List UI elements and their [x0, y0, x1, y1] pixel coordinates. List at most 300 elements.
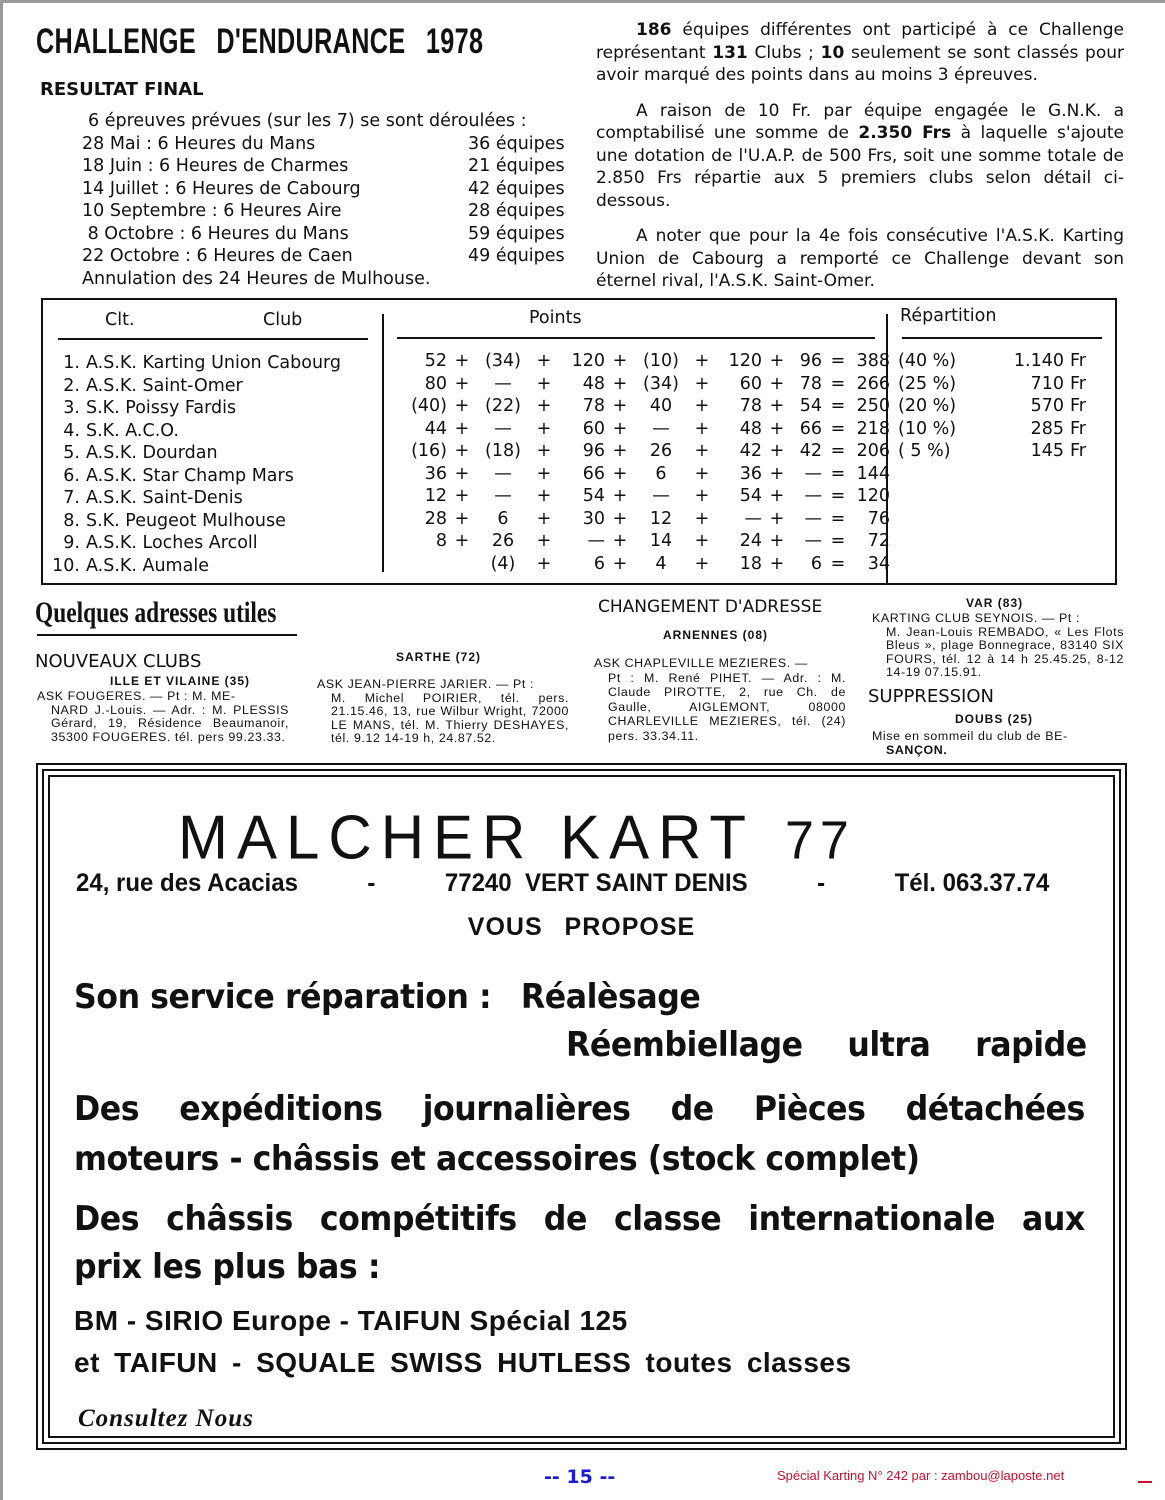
- ad-frame-inner: [48, 775, 1115, 1438]
- points-row: [398, 508, 890, 531]
- race-score: 54: [799, 396, 822, 416]
- race-score: —: [652, 418, 670, 439]
- total-points: 120: [856, 486, 890, 506]
- race-score: 12: [424, 486, 447, 506]
- ad-chassis-line-2: prix les plus bas :: [74, 1247, 381, 1287]
- total-points: 266: [856, 373, 890, 394]
- event-label: 22 Octobre : 6 Heures de Caen: [82, 246, 353, 266]
- ad-word: Des: [74, 1199, 140, 1239]
- event-label: 18 Juin : 6 Heures de Charmes: [82, 156, 349, 176]
- race-score: (34): [485, 351, 521, 371]
- plus-sign: [447, 553, 477, 576]
- distribution-row: [898, 350, 1086, 373]
- points-row: [398, 463, 890, 486]
- ad-word: ultra: [847, 1025, 931, 1065]
- points-grid: [398, 350, 890, 575]
- points-row: [398, 373, 890, 396]
- rank: 8.: [63, 510, 80, 531]
- address-body: Pt : M. René PIHET. — Adr. : M. Claude PIROTTE, 2, rue Ch. de Gaulle, AIGLEMONT, 08000 CHARLEVILLE MEZIERES, tél. (24) pers. 33.34.11.: [608, 670, 846, 743]
- summary-paragraph-1: [596, 19, 1124, 87]
- plus-sign: +: [694, 418, 710, 439]
- share-percent: (40 %): [898, 351, 957, 371]
- ad-word: Pièces: [753, 1089, 866, 1129]
- club-row: [44, 420, 341, 443]
- text-span: à laquelle s'ajoute une dotation de l'U.A.P. de 500 Frs, soit une somme totale de 2.850 Frs répartie aux 5 premiers clubs selon détail ci-dessous.: [596, 123, 1125, 211]
- plus-sign: +: [694, 373, 710, 394]
- event-label: 10 Septembre : 6 Heures Aire: [82, 201, 342, 221]
- plus-sign: +: [536, 486, 552, 506]
- race-score: 6: [810, 553, 822, 574]
- race-score: [398, 553, 447, 576]
- rank: 1.: [63, 353, 80, 373]
- total-points: 144: [856, 463, 890, 484]
- address-charleville: [594, 656, 846, 743]
- race-score: 30: [582, 508, 605, 529]
- share-percent: ( 5 %): [898, 441, 951, 461]
- race-score: 48: [582, 373, 605, 394]
- text-span: équipes différentes ont participé à ce Challenge représentant: [596, 20, 1124, 63]
- plus-sign: +: [536, 508, 552, 529]
- ad-chassis-line: [74, 1199, 1085, 1239]
- equals-sign: =: [830, 418, 846, 439]
- dept-var: VAR (83): [966, 596, 1024, 610]
- ad-shipping-line: [74, 1089, 1085, 1129]
- events-intro: 6 épreuves prévues (sur les 7) se sont déroulées :: [88, 111, 527, 131]
- race-score: —: [587, 531, 605, 551]
- plus-sign: +: [612, 531, 628, 551]
- plus-sign: +: [694, 553, 710, 574]
- ad-word: aux: [1022, 1199, 1085, 1239]
- currency-unit: Fr: [1070, 373, 1086, 394]
- equals-sign: =: [830, 373, 846, 394]
- race-score: 44: [424, 418, 447, 439]
- race-score: —: [494, 373, 512, 394]
- plus-sign: +: [454, 396, 470, 416]
- race-score: 18: [739, 553, 762, 574]
- teams-count: 186: [636, 20, 672, 40]
- equals-sign: =: [830, 531, 846, 551]
- summary-paragraph-3: A noter que pour la 4e fois consécutive l'A.S.K. Karting Union de Cabourg a remporté ce Challenge devant son éternel rival, l'A.S.K. Saint-Omer.: [596, 226, 1124, 291]
- plus-sign: +: [454, 508, 470, 529]
- clubs-count: 131: [712, 42, 748, 63]
- race-score: 78: [582, 396, 605, 416]
- title-underline: [37, 634, 297, 636]
- club-row: [44, 375, 341, 398]
- share-amount: 570: [1030, 396, 1064, 416]
- rank: 4.: [63, 420, 80, 441]
- total-points: 218: [856, 418, 890, 439]
- plus-sign: +: [694, 531, 710, 551]
- ad-word: Des: [74, 1089, 140, 1129]
- amount-highlight: 2.350 Frs: [858, 123, 952, 143]
- race-score: —: [494, 418, 512, 439]
- total-points: 34: [867, 553, 890, 574]
- plus-sign: +: [694, 508, 710, 529]
- distribution-row: [898, 418, 1086, 441]
- rank: 9.: [63, 533, 80, 553]
- summary-text: [596, 19, 1124, 306]
- text-span: seulement se sont classés pour avoir marqué des points dans au moins 3 épreuves.: [596, 42, 1124, 85]
- share-percent: (25 %): [898, 373, 957, 394]
- event-teams: 36 équipes: [468, 133, 565, 154]
- ad-word: rapide: [975, 1025, 1087, 1065]
- brand-name: MALCHER KART: [178, 802, 755, 873]
- race-score: 6: [497, 508, 509, 529]
- race-score: —: [804, 486, 822, 506]
- plus-sign: +: [769, 463, 785, 484]
- equals-sign: =: [830, 508, 846, 529]
- plus-sign: +: [694, 486, 710, 506]
- club-name: A.S.K. Saint-Denis: [86, 488, 243, 508]
- race-score: 120: [728, 351, 762, 371]
- event-row: [82, 178, 570, 201]
- club-row: [44, 555, 341, 578]
- address-body: SANÇON.: [886, 742, 948, 757]
- race-score: —: [494, 463, 512, 484]
- equals-sign: =: [830, 463, 846, 484]
- race-score: —: [744, 508, 762, 529]
- plus-sign: +: [612, 418, 628, 439]
- plus-sign: +: [769, 486, 785, 506]
- event-teams: 49 équipes: [468, 246, 565, 266]
- race-score: 48: [739, 418, 762, 439]
- club-row: [44, 352, 341, 375]
- event-row: [82, 223, 570, 246]
- plus-sign: +: [694, 351, 710, 371]
- club-list: [44, 352, 341, 577]
- currency-unit: Fr: [1070, 418, 1086, 439]
- race-score: (4): [490, 553, 516, 574]
- race-score: 78: [799, 373, 822, 394]
- club-row: [44, 510, 341, 533]
- plus-sign: +: [536, 553, 552, 574]
- rank: 10.: [52, 555, 80, 576]
- address-first-line: ASK FOUGERES. — Pt : M. ME-: [37, 689, 236, 703]
- points-row: [398, 530, 890, 553]
- ad-shipping-line-2: moteurs - châssis et accessoires (stock complet): [74, 1139, 920, 1179]
- address-body: M. Michel POIRIER, tél. pers. 21.15.46, 13, rue Wilbur Wright, 72000 LE MANS, tél. M. Thierry DESHAYES, tél. 9.12 14-19 h, 24.87.52.: [331, 690, 569, 746]
- address-fougeres: [37, 690, 289, 744]
- equals-sign: =: [830, 486, 846, 506]
- race-score: (40): [411, 396, 447, 416]
- page-number: -- 15 --: [544, 1466, 616, 1488]
- share-percent: (20 %): [898, 396, 957, 416]
- race-score: 42: [799, 441, 822, 461]
- race-score: 26: [491, 531, 515, 551]
- points-row: [398, 418, 890, 441]
- address-six-fours: [872, 612, 1124, 680]
- ad-signoff: Consultez Nous: [78, 1405, 254, 1432]
- club-name: S.K. A.C.O.: [86, 420, 179, 441]
- plus-sign: +: [612, 463, 628, 484]
- ad-brands-line-2: et TAIFUN - SQUALE SWISS HUTLESS toutes classes: [74, 1347, 852, 1378]
- header-rule: [902, 337, 1102, 339]
- event-teams: 21 équipes: [468, 156, 565, 176]
- distribution-row: [898, 440, 1086, 463]
- plus-sign: +: [769, 418, 785, 439]
- ad-propose: VOUS PROPOSE: [467, 913, 696, 941]
- share-amount: 710: [1030, 373, 1064, 394]
- dept-ardennes: ARNENNES (08): [663, 628, 769, 642]
- plus-sign: +: [769, 373, 785, 394]
- race-score: 54: [739, 486, 762, 506]
- ad-brand: [178, 802, 855, 873]
- race-score: 14: [649, 531, 673, 551]
- currency-unit: Fr: [1070, 351, 1086, 371]
- street: 24, rue des Acacias: [76, 869, 298, 897]
- race-score: 54: [582, 486, 605, 506]
- club-row: [44, 532, 341, 555]
- ad-address: [76, 869, 1049, 898]
- header-distribution: Répartition: [900, 306, 997, 326]
- total-points: 388: [856, 351, 890, 371]
- header-rank: Clt.: [105, 310, 135, 330]
- ad-word: expéditions: [179, 1089, 383, 1129]
- plus-sign: +: [769, 351, 785, 371]
- currency-unit: Fr: [1070, 396, 1086, 416]
- race-score: 66: [582, 463, 605, 484]
- race-score: 42: [739, 441, 762, 461]
- ad-brands-line: BM - SIRIO Europe - TAIFUN Spécial 125: [74, 1305, 628, 1336]
- race-score: 52: [424, 351, 447, 371]
- event-label: 28 Mai : 6 Heures du Mans: [82, 133, 316, 154]
- race-score: 36: [739, 463, 762, 484]
- rank: 3.: [63, 398, 80, 418]
- ad-word: Réembiellage: [566, 1025, 803, 1065]
- event-teams: 42 équipes: [468, 178, 565, 199]
- article-title: CHALLENGE D'ENDURANCE 1978: [36, 22, 484, 61]
- event-label: 8 Octobre : 6 Heures du Mans: [82, 223, 349, 244]
- distribution-list: [898, 350, 1086, 463]
- equals-sign: =: [830, 441, 846, 461]
- plus-sign: +: [769, 508, 785, 529]
- race-score: 60: [582, 418, 605, 439]
- header-rule: [58, 338, 368, 340]
- ad-word: classe: [614, 1199, 722, 1239]
- address-first-line: ASK CHAPLEVILLE MEZIERES. —: [594, 656, 808, 670]
- event-row: [82, 133, 570, 156]
- club-row: [44, 442, 341, 465]
- ad-word: châssis: [166, 1199, 293, 1239]
- ranked-count: 10: [820, 42, 845, 63]
- race-score: 4: [655, 553, 667, 574]
- total-points: 250: [856, 396, 890, 416]
- race-score: 12: [649, 508, 673, 529]
- club-name: S.K. Peugeot Mulhouse: [86, 510, 286, 531]
- plus-sign: +: [612, 441, 628, 461]
- race-score: —: [652, 486, 670, 506]
- share-amount: 145: [1030, 441, 1064, 461]
- race-score: 96: [582, 441, 605, 461]
- text-span: Clubs ;: [747, 42, 821, 63]
- plus-sign: +: [454, 351, 470, 371]
- plus-sign: +: [694, 441, 710, 461]
- race-score: (18): [485, 441, 521, 461]
- plus-sign: +: [536, 463, 552, 484]
- plus-sign: +: [454, 373, 470, 394]
- total-points: 76: [867, 508, 890, 529]
- address-first-line: ASK JEAN-PIERRE JARIER. — Pt :: [317, 677, 534, 691]
- ad-service-line-2: [566, 1025, 1087, 1065]
- advertisement-box: [36, 763, 1127, 1450]
- club-name: A.S.K. Karting Union Cabourg: [86, 353, 342, 373]
- club-row: [44, 397, 341, 420]
- equals-sign: =: [830, 553, 846, 574]
- plus-sign: +: [454, 531, 470, 551]
- rank: 7.: [63, 488, 80, 508]
- plus-sign: +: [769, 553, 785, 574]
- plus-sign: +: [612, 373, 628, 394]
- rank: 5.: [63, 443, 80, 463]
- event-label: 14 Juillet : 6 Heures de Cabourg: [82, 178, 361, 199]
- address-first-line: Mise en sommeil du club de BE-: [872, 729, 1068, 743]
- ad-word: de: [543, 1199, 587, 1239]
- plus-sign: +: [612, 553, 628, 574]
- new-clubs-heading: NOUVEAUX CLUBS: [35, 651, 202, 672]
- total-points: 206: [856, 441, 890, 461]
- event-teams: 59 équipes: [468, 223, 565, 244]
- race-score: 26: [649, 441, 673, 461]
- separator: -: [367, 869, 376, 897]
- total-points: 72: [867, 531, 890, 551]
- plus-sign: +: [769, 531, 785, 551]
- club-name: A.S.K. Aumale: [86, 555, 209, 576]
- plus-sign: +: [454, 441, 470, 461]
- rank: 2.: [63, 375, 80, 396]
- plus-sign: +: [454, 463, 470, 484]
- club-name: A.S.K. Loches Arcoll: [86, 533, 258, 553]
- club-name: A.S.K. Star Champ Mars: [86, 465, 294, 486]
- ad-word: de: [670, 1089, 714, 1129]
- events-list: [82, 110, 570, 290]
- plus-sign: +: [536, 396, 552, 416]
- race-score: 78: [739, 396, 762, 416]
- separator: -: [817, 869, 826, 897]
- club-name: A.S.K. Dourdan: [86, 443, 218, 463]
- service-label: Son service réparation :: [74, 977, 492, 1017]
- distribution-row: [898, 395, 1086, 418]
- ad-word: internationale: [748, 1199, 995, 1239]
- points-row: [398, 350, 890, 373]
- club-name: A.S.K. Saint-Omer: [86, 375, 243, 396]
- race-score: 28: [424, 508, 447, 529]
- address-body: M. Jean-Louis REMBADO, « Les Flots Bleus », plage Bonnegrace, 83140 SIX FOURS, tél. 12 à 14 h 25.45.25, 8-12 14-19 07.15.91.: [886, 624, 1124, 680]
- club-name: S.K. Poissy Fardis: [86, 398, 237, 418]
- equals-sign: =: [830, 396, 846, 416]
- points-row: [398, 485, 890, 508]
- plus-sign: +: [454, 486, 470, 506]
- article-subtitle: RESULTAT FINAL: [40, 79, 204, 100]
- ad-frame-mid: [42, 769, 1121, 1444]
- header-points: Points: [529, 308, 582, 328]
- ad-word: compétitifs: [319, 1199, 517, 1239]
- plus-sign: +: [536, 351, 552, 371]
- address-le-mans: [317, 678, 569, 746]
- text-span: A raison de 10 Fr. par équipe engagée le G.N.K. a comptabilisé une somme de: [596, 100, 1124, 143]
- distribution-row: [898, 373, 1086, 396]
- race-score: 36: [424, 463, 447, 484]
- plus-sign: +: [694, 396, 710, 416]
- race-score: 66: [799, 418, 822, 439]
- plus-sign: +: [454, 418, 470, 439]
- race-score: 6: [593, 553, 605, 574]
- plus-sign: +: [769, 441, 785, 461]
- suppression-heading: SUPPRESSION: [868, 686, 994, 707]
- plus-sign: +: [694, 463, 710, 484]
- addresses-title: Quelques adresses utiles: [35, 596, 277, 629]
- ad-service-line: [74, 977, 700, 1017]
- race-score: 24: [739, 531, 762, 551]
- race-score: 40: [649, 396, 673, 416]
- race-score: (22): [485, 396, 521, 416]
- header-club: Club: [263, 310, 303, 330]
- address-besancon: [872, 730, 1124, 757]
- event-row: [82, 200, 570, 223]
- plus-sign: +: [536, 441, 552, 461]
- points-row: [398, 440, 890, 463]
- share-percent: (10 %): [898, 418, 957, 439]
- share-amount: 285: [1030, 418, 1064, 439]
- share-amount: 1.140: [1013, 351, 1064, 371]
- events-note: Annulation des 24 Heures de Mulhouse.: [82, 268, 431, 289]
- ad-word: détachées: [905, 1089, 1085, 1129]
- address-body: NARD J.-Louis. — Adr. : M. PLESSIS Gérard, 19, Résidence Beaumanoir, 35300 FOUGERES. tél. pers 99.23.33.: [51, 702, 289, 744]
- event-teams: 28 équipes: [468, 201, 565, 221]
- equals-sign: =: [830, 351, 846, 371]
- credit-dash: [1138, 1481, 1152, 1483]
- dept-ille-et-vilaine: ILLE ET VILAINE (35): [110, 674, 251, 688]
- summary-paragraph-2: [596, 100, 1124, 213]
- event-row: [82, 155, 570, 178]
- phone: Tél. 063.37.74: [894, 869, 1050, 897]
- race-score: —: [804, 508, 822, 529]
- ad-word: journalières: [422, 1089, 631, 1129]
- club-row: [44, 487, 341, 510]
- race-score: —: [804, 463, 822, 484]
- race-score: 96: [799, 351, 822, 371]
- dept-doubs: DOUBS (25): [955, 712, 1034, 726]
- address-first-line: KARTING CLUB SEYNOIS. — Pt :: [872, 611, 1080, 625]
- race-score: 6: [655, 463, 667, 484]
- header-rule: [397, 337, 875, 339]
- plus-sign: +: [769, 396, 785, 416]
- change-address-heading: CHANGEMENT D'ADRESSE: [598, 597, 823, 617]
- plus-sign: +: [612, 396, 628, 416]
- results-table: [41, 298, 1117, 585]
- race-score: (10): [643, 351, 679, 371]
- race-score: 8: [435, 531, 447, 551]
- race-score: 80: [424, 373, 447, 394]
- points-row: [398, 553, 890, 576]
- club-row: [44, 465, 341, 488]
- rank: 6.: [63, 465, 80, 486]
- race-score: (34): [643, 373, 679, 394]
- column-divider: [382, 314, 384, 572]
- plus-sign: +: [612, 351, 628, 371]
- race-score: —: [494, 486, 512, 506]
- plus-sign: +: [612, 486, 628, 506]
- brand-number: 77: [784, 811, 855, 871]
- service-reboring: Réalèsage: [520, 977, 701, 1017]
- plus-sign: +: [612, 508, 628, 529]
- plus-sign: +: [536, 418, 552, 439]
- race-score: (16): [411, 441, 447, 461]
- city: 77240 VERT SAINT DENIS: [444, 869, 748, 897]
- plus-sign: +: [536, 531, 552, 551]
- credit-line: Spécial Karting N° 242 par : zambou@laposte.net: [777, 1468, 1065, 1483]
- points-row: [398, 395, 890, 418]
- race-score: 120: [571, 351, 605, 371]
